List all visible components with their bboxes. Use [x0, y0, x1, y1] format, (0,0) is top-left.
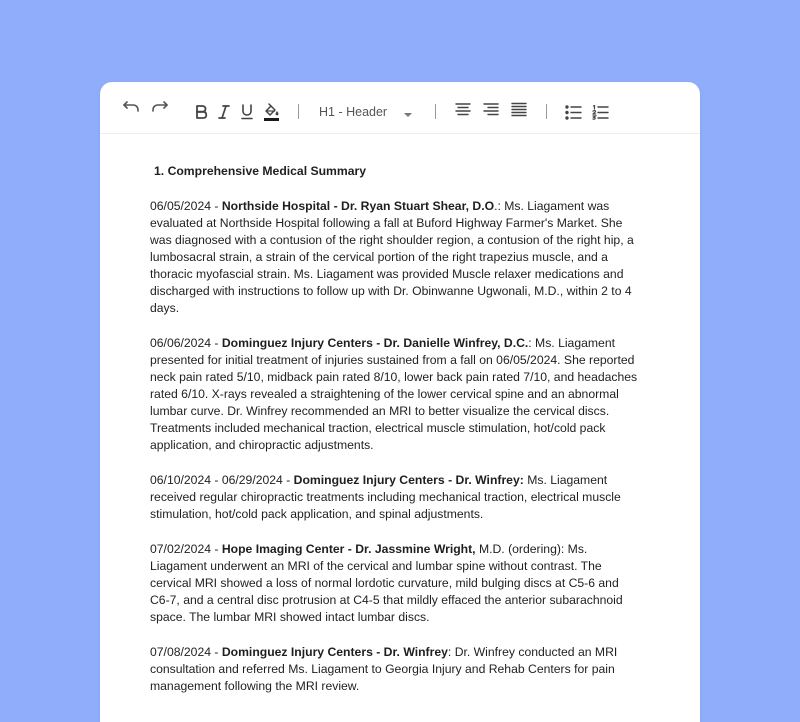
- align-left-icon[interactable]: [451, 97, 475, 121]
- entry-provider: Hope Imaging Center - Dr. Jassmine Wright,: [221, 542, 476, 556]
- italic-icon[interactable]: [212, 100, 236, 124]
- toolbar-separator: [435, 104, 436, 119]
- entry-date: 06/10/2024 - 06/29/2024: [150, 473, 283, 487]
- entry-provider: Dominguez Injury Centers - Dr. Danielle Winfrey, D.C.: [221, 336, 529, 350]
- entry-text: : Ms. Liagament presented for initial treatment of injuries sustained from a fall on 06/05/2024. She reported neck pain rated 5/10, midback pain rated 8/10, lower back pain rated 7/10, and headaches rated 6/10. X-rays revealed a straightening of the lower cervical spine and an abnormal lumbar curve. Dr. Winfrey recommended an MRI to better visualize the cervical discs. Treatments included mechanical traction, electrical muscle stimulation, hot/cold pack application, and chiropractic adjustments.: [150, 336, 638, 452]
- entry-dash: -: [211, 645, 222, 659]
- entry-dash: -: [211, 199, 222, 213]
- page-title: Comprehensive Medical Summary: [167, 164, 367, 178]
- entry-dash: -: [211, 336, 222, 350]
- list-item: [150, 198, 640, 317]
- editor-card: [100, 82, 700, 722]
- entry-text: Ms. Liagament received regular chiropractic treatments including mechanical traction, electrical muscle stimulation, hot/cold pack application, and spinal adjustments.: [150, 473, 621, 521]
- entry-text: .: Ms. Liagament was evaluated at Northside Hospital following a fall at Buford Highway Farmer's Market. She was diagnosed with a contusion of the right shoulder region, a contusion of the right hip, a lumbosacral strain, a strain of the cervical portion of the right trapezius muscle, and a thoracic myofascial strain. Ms. Liagament was provided Muscle relaxer medications and discharged with instructions to follow up with Dr. Obinwanne Ugwonali, M.D., within 2 to 4 days.: [150, 199, 634, 315]
- chevron-down-icon: [403, 107, 413, 125]
- toolbar-separator: [298, 104, 299, 119]
- document-content[interactable]: [150, 152, 640, 695]
- heading-style-label: H1 - Header: [319, 105, 388, 119]
- entry-date: 07/08/2024: [150, 645, 211, 659]
- entry-provider: Dominguez Injury Centers - Dr. Winfrey: [221, 645, 448, 659]
- document-heading: [154, 163, 640, 180]
- undo-icon[interactable]: [119, 95, 143, 119]
- fill-color-icon[interactable]: [259, 99, 283, 123]
- entry-provider: Dominguez Injury Centers - Dr. Winfrey:: [293, 473, 524, 487]
- list-item: [150, 335, 640, 454]
- heading-number: 1.: [154, 164, 165, 178]
- entry-date: 07/02/2024: [150, 542, 211, 556]
- entry-dash: -: [282, 473, 294, 487]
- list-item: [150, 644, 640, 695]
- bullet-list-icon[interactable]: [561, 100, 585, 124]
- numbered-list-icon[interactable]: [588, 100, 612, 124]
- entry-date: 06/06/2024: [150, 336, 211, 350]
- entry-text: M.D. (ordering): Ms. Liagament underwent an MRI of the cervical and lumbar spine without contrast. The cervical MRI showed a loss of normal lordotic curvature, mild bulging discs at C5-6 and C6-7, and a central disc protrusion at C4-5 that mildly effaced the anterior subarachnoid space. The lumbar MRI showed intact lumbar discs.: [150, 542, 623, 624]
- heading-style-dropdown[interactable]: [319, 102, 413, 122]
- entry-provider: Northside Hospital - Dr. Ryan Stuart Shear, D.O: [221, 199, 495, 213]
- editor-toolbar: [100, 82, 700, 134]
- entry-date: 06/05/2024: [150, 199, 211, 213]
- entry-dash: -: [211, 542, 222, 556]
- bold-icon[interactable]: [189, 100, 213, 124]
- entry-text: : Dr. Winfrey conducted an MRI consultation and referred Ms. Liagament to Georgia Injury and Rehab Centers for pain management following the MRI review.: [150, 645, 618, 693]
- align-right-icon[interactable]: [479, 97, 503, 121]
- list-item: [150, 541, 640, 626]
- underline-icon[interactable]: [235, 99, 259, 123]
- list-item: [150, 472, 640, 523]
- align-justify-icon[interactable]: [507, 97, 531, 121]
- redo-icon[interactable]: [148, 95, 172, 119]
- toolbar-separator: [546, 104, 547, 119]
- entry-list: [150, 198, 640, 695]
